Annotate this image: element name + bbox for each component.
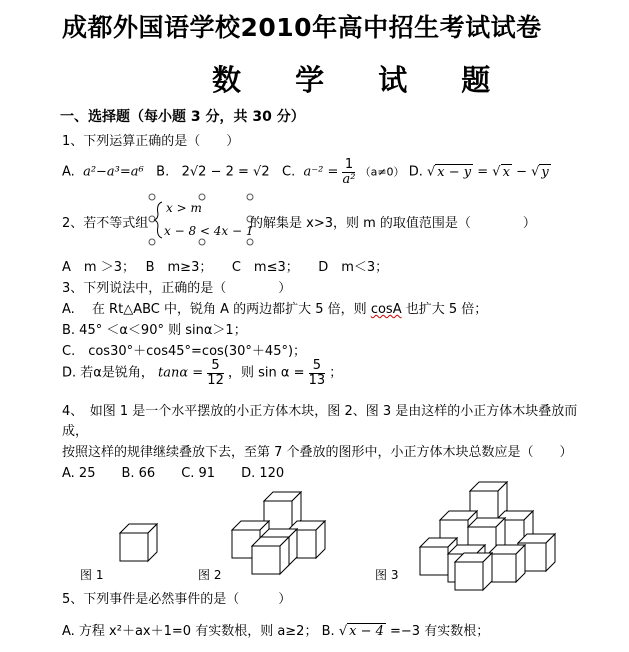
q1-opt-d-label: D. [408, 164, 423, 180]
q2-options: A m ＞3； B m≥3； C m≤3； D m＜3； [62, 260, 389, 275]
q4-stem-line2: 成， [62, 424, 89, 439]
exam-subtitle: 数 学 试 题 [212, 63, 507, 97]
q1-opt-b-expr: 2√2 − 2 = √2 [181, 164, 270, 180]
q2-sys-bottom: x − 8 < 4x − 1 [164, 224, 254, 238]
q1-opt-c-cond: （a≠0） [359, 165, 405, 179]
q5-stem: 5、下列事件是必然事件的是（ ） [62, 592, 292, 607]
q5-opt-b-expr: √ x − 4 [338, 624, 384, 639]
fig3-caption: 图 3 [375, 568, 399, 582]
q5-options [62, 620, 489, 639]
q5-opt-b-rest: =−3 有实数根； [390, 624, 490, 639]
frac-num: 5 [207, 359, 224, 374]
q3-opt-b: B. 45° ＜α＜90° 则 sinα＞1； [62, 323, 247, 338]
q3-stem: 3、下列说法中，正确的是（ ） [62, 281, 292, 296]
section-heading: 一、选择题（每小题 3 分，共 30 分） [60, 109, 305, 125]
q1-opt-d-expr: √ x − y = √ x − √ y [427, 164, 549, 180]
q2-stem-suffix: 的解集是 x>3，则 m 的取值范围是（ ） [250, 216, 536, 231]
q1-opt-a-expr: a²−a³=a⁶ [78, 164, 144, 180]
q3-opt-d-mid: ，则 sin α = [227, 365, 305, 381]
q5-opt-b-label: B. [321, 624, 335, 639]
q2-stem-prefix: 2、若不等式组 [62, 216, 149, 231]
q3-opt-a-cos: cosA [370, 302, 402, 317]
figure-2 [232, 492, 325, 574]
cube [455, 553, 492, 590]
frac-num: 5 [309, 359, 326, 374]
q1-stem: 1、下列运算正确的是（ ） [62, 134, 240, 149]
q4-options: A. 25 B. 66 C. 91 D. 120 [62, 466, 285, 481]
q4-stem-line3: 按照这样的规律继续叠放下去，至第 7 个叠放的图形中，小正方体木块总数应是（ ） [62, 445, 573, 460]
q3-opt-d-end: ； [329, 365, 343, 381]
cube [488, 545, 525, 582]
q3-opt-d-tan: tanα = [158, 365, 204, 381]
cube [120, 524, 157, 561]
q3-opt-a-post: 也扩大 5 倍； [405, 302, 488, 317]
frac-den: 12 [207, 372, 224, 388]
figure-3 [420, 482, 555, 590]
q1-opt-b-label: B. [156, 164, 170, 180]
fig2-caption: 图 2 [198, 568, 222, 582]
q2-sys-top: x > m [166, 201, 202, 215]
q1-opt-c-expr: a⁻² = [299, 164, 339, 180]
q1-opt-c-label: C. [282, 164, 296, 180]
q1-opt-c-fraction: $\frac{1}{\text{a²}}$ [342, 157, 356, 187]
q4-stem-line1: 4、 如图 1 是一个水平摆放的小正方体木块，图 2、图 3 是由这样的小正方体木块叠放而 [62, 404, 578, 419]
q3-opt-d-pre: D. 若α是锐角， [62, 365, 154, 381]
q3-opt-c: C. cos30°＋cos45°=cos(30°＋45°)； [62, 344, 307, 359]
fig1-caption: 图 1 [80, 568, 104, 582]
exam-title: 成都外国语学校2010年高中招生考试试卷 [62, 13, 542, 42]
cube [252, 537, 289, 574]
q5-opt-a: A. 方程 x²＋ax＋1=0 有实数根，则 a≥2； [62, 624, 318, 639]
q3-opt-a-pre: A. 在 Rt△ABC 中，锐角 A 的两边都扩大 5 倍，则 [62, 302, 367, 317]
q1-opt-a-label: A. [62, 164, 75, 180]
frac-den: 13 [308, 372, 326, 388]
